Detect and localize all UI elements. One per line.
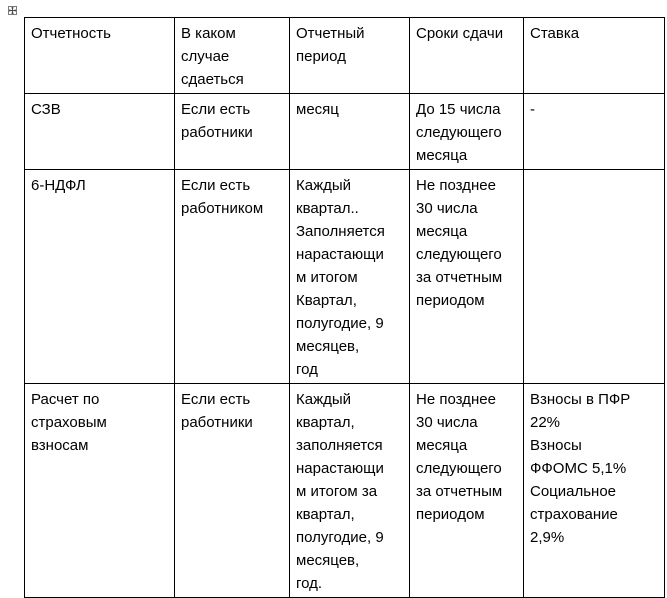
table-cell[interactable] [175,94,290,170]
table-cell[interactable] [410,170,524,384]
cell-text: 6-НДФЛ [31,177,86,194]
header-cell-rate[interactable] [524,18,665,94]
cell-text: Если есть работники [181,391,253,431]
table-cell[interactable] [25,94,175,170]
header-cell-reporting-period[interactable] [290,18,410,94]
cell-text: Если есть работником [181,177,264,217]
header-label: Ставка [530,25,580,42]
cell-text: Не позднее 30 числа месяца следующего за отчетным периодом [416,177,503,309]
table-cell[interactable] [25,170,175,384]
header-cell-deadlines[interactable] [410,18,524,94]
table-cell[interactable] [524,94,665,170]
table-cell[interactable] [175,384,290,598]
cell-text: Каждый квартал.. Заполняется нарастающи м итогом Квартал, полугодие, 9 месяцев, год [296,177,385,378]
header-label: Отчетность [31,25,111,42]
header-cell-when-submitted[interactable] [175,18,290,94]
cell-text: Расчет по страховым взносам [31,391,107,454]
cell-text: Не позднее 30 числа месяца следующего за отчетным периодом [416,391,503,523]
header-cell-reporting[interactable] [25,18,175,94]
cell-text: СЗВ [31,101,61,118]
cell-text: Если есть работники [181,101,253,141]
header-label: В каком случае сдаеться [181,25,244,88]
reporting-table [24,17,665,598]
table-cell[interactable] [290,384,410,598]
header-label: Сроки сдачи [416,25,504,42]
cell-text: Каждый квартал, заполняется нарастающи м итогом за квартал, полугодие, 9 месяцев, год. [296,391,384,592]
cell-text: Взносы в ПФР 22% Взносы ФФОМС 5,1% Социальное страхование 2,9% [530,391,631,546]
table-cell[interactable] [524,170,665,384]
table-cell[interactable] [290,94,410,170]
table-cell[interactable] [410,384,524,598]
cell-text: - [530,101,535,118]
table-row [25,170,665,384]
table-cell[interactable] [25,384,175,598]
table-header-row [25,18,665,94]
table-cell[interactable] [175,170,290,384]
cell-text: месяц [296,101,339,118]
table-move-handle-icon[interactable] [8,6,17,15]
cell-text: До 15 числа следующего месяца [416,101,502,164]
table-cell[interactable] [410,94,524,170]
table-cell[interactable] [524,384,665,598]
table-row [25,384,665,598]
table-row [25,94,665,170]
header-label: Отчетный период [296,25,365,65]
table-cell[interactable] [290,170,410,384]
